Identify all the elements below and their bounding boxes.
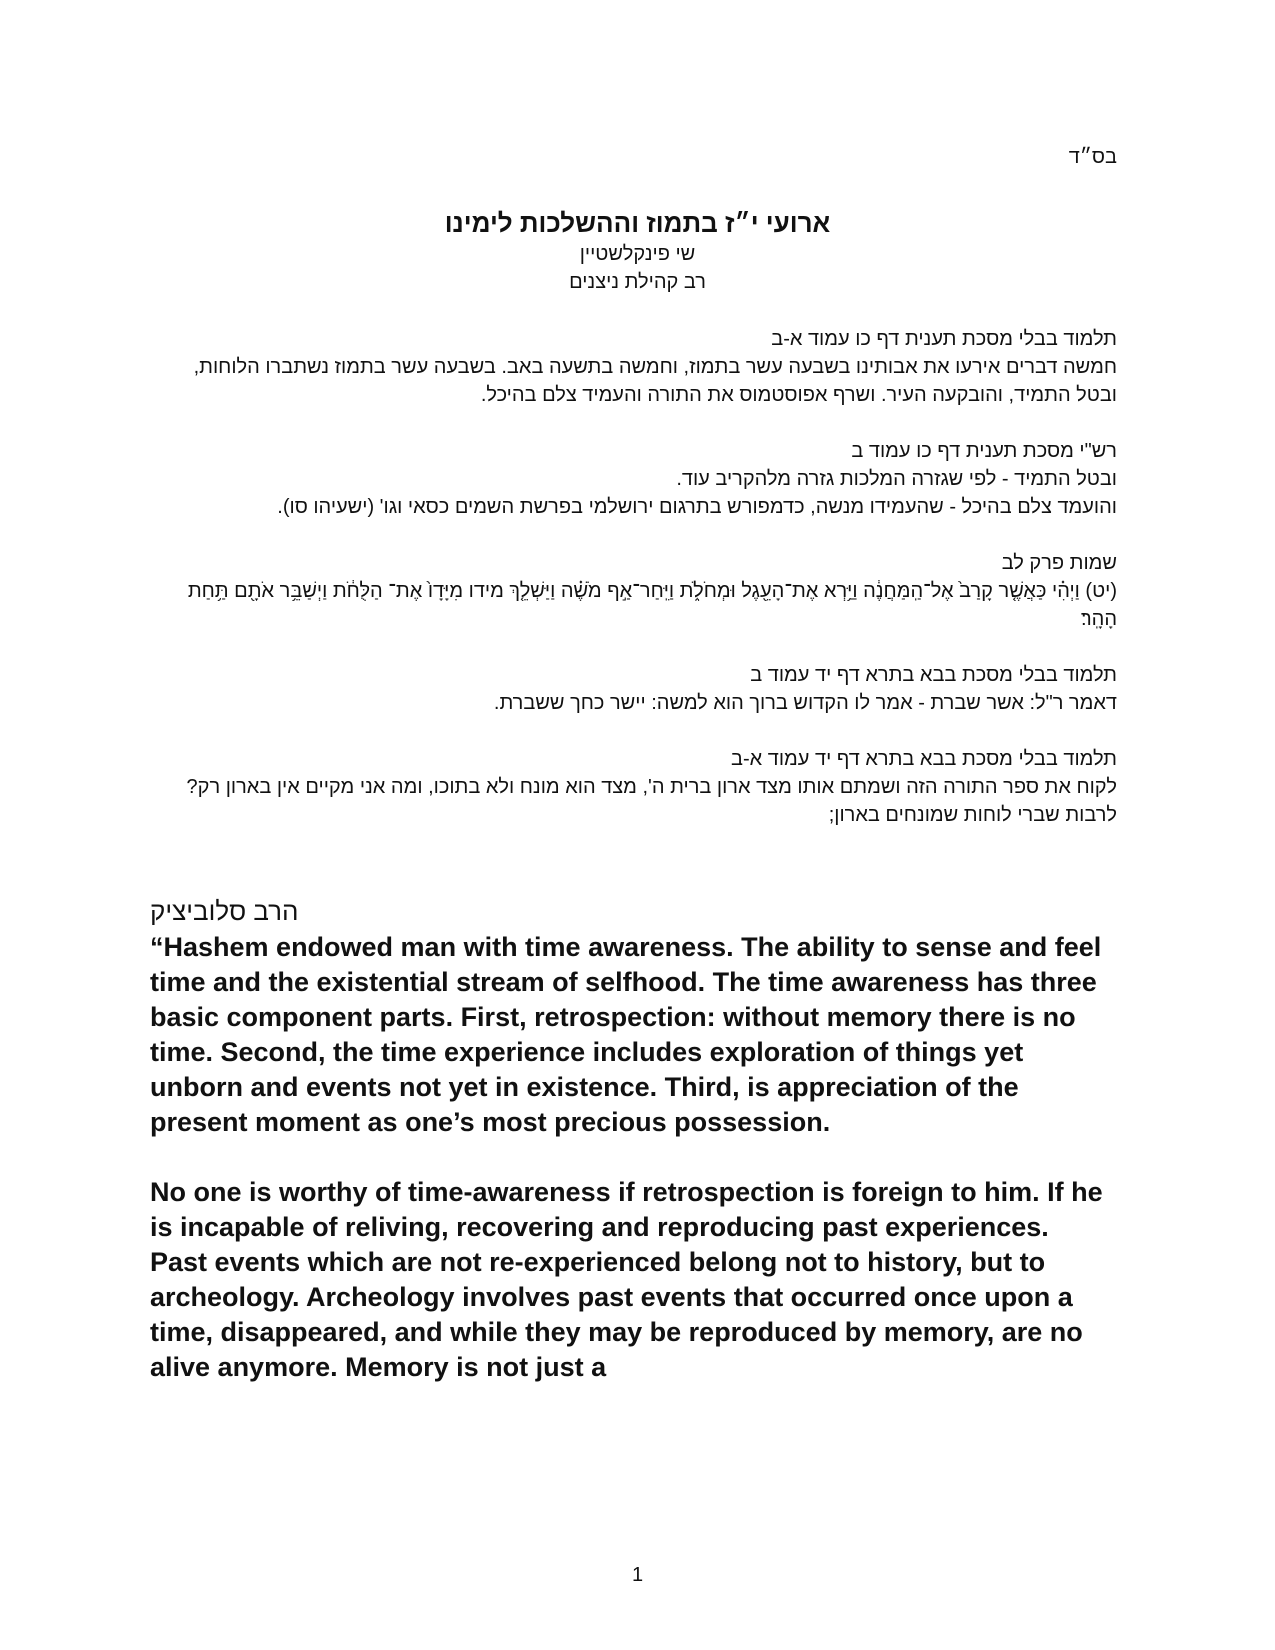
source-taanit-26ab [157, 325, 1117, 409]
source-citation: תלמוד בבלי מסכת תענית דף כו עמוד א-ב [771, 328, 1117, 350]
source-shemot-32 [157, 549, 1117, 633]
source-bava-batra-14ab [157, 745, 1117, 829]
source-citation: תלמוד בבלי מסכת בבא בתרא דף יד עמוד ב [750, 664, 1117, 686]
source-citation: תלמוד בבלי מסכת בבא בתרא דף יד עמוד א-ב [731, 748, 1117, 770]
source-bava-batra-14b [157, 661, 1117, 717]
author-name: שי פינקלשטיין [579, 243, 696, 265]
source-text: חמשה דברים אירעו את אבותינו בשבעה עשר בתמוז, וחמשה בתשעה באב. בשבעה עשר בתמוז נשתברו הלוחות, ובטל התמיד, והובקעה העיר. ושרף אפוסטמוס את התורה והעמיד צלם בהיכל. [193, 356, 1117, 406]
source-rashi-taanit [157, 437, 1117, 521]
page-number: 1 [631, 1564, 644, 1586]
source-citation: שמות פרק לב [1001, 552, 1117, 574]
page-title: ארועי י״ז בתמוז וההשלכות לימינו [444, 208, 831, 238]
source-text: דאמר ר"ל: אשר שברת - אמר לו הקדוש ברוך הוא למשה: יישר כחך ששברת. [493, 692, 1117, 714]
document-header [150, 206, 1125, 296]
english-quote [150, 930, 1110, 1420]
source-text: לקוח את ספר התורה הזה ושמתם אותו מצד ארון ברית ה', מצד הוא מונח ולא בתוכו, ומה אני מקיים אין בארון רק? לרבות שברי לוחות שמונחים בארון; [186, 776, 1117, 826]
bsd-header: בס״ד [1068, 146, 1117, 168]
source-text: ובטל התמיד - לפי שגזרה המלכות גזרה מלהקריב עוד. [676, 468, 1117, 490]
quote-paragraph: “Hashem endowed man with time awareness. The ability to sense and feel time and the existential stream of selfhood. The time awareness has three basic component parts. First, retrospection: without memory there is no time. Second, the time experience includes exploration of things yet unborn and events not yet in existence. Third, is appreciation of the present moment as one’s most precious possession. [150, 932, 1102, 1137]
author-role: רב קהילת ניצנים [569, 271, 706, 293]
quote-paragraph: No one is worthy of time-awareness if retrospection is foreign to him. If he is incapable of reliving, recovering and reproducing past experiences. Past events which are not re-experienced belong not to history, but to archeology. Archeology involves past events that occurred once upon a time, disappeared, and while they may be reproduced by memory, are no alive anymore. Memory is not just a [150, 1177, 1103, 1382]
source-text: (יט) וַיְהִ֗י כַּאֲשֶׁ֤ר קָרַב֙ אֶל־הַֽמַּחֲנֶ֔ה וַיַּ֥רְא אֶת־הָעֵ֖גֶל וּמְחֹלֹ֑ת וַיִּֽחַר־אַ֣ף מֹשֶׁ֗ה וַיַּשְׁלֵ֤ךְ מידו מִיָּדָו֙ אֶת־ הַלֻּחֹ֔ת וַיְשַׁבֵּ֥ר אֹתָ֖ם תַּ֥חַת הָהָֽר׃ [187, 580, 1117, 630]
sources-section [157, 325, 1117, 857]
source-text: והועמד צלם בהיכל - שהעמידו מנשה, כדמפורש בתרגום ירושלמי בפרשת השמים כסאי וגו' (ישעיהו סו). [277, 496, 1117, 518]
rav-heading: הרב סלוביציק [150, 896, 299, 926]
source-citation: רש"י מסכת תענית דף כו עמוד ב [851, 440, 1117, 462]
